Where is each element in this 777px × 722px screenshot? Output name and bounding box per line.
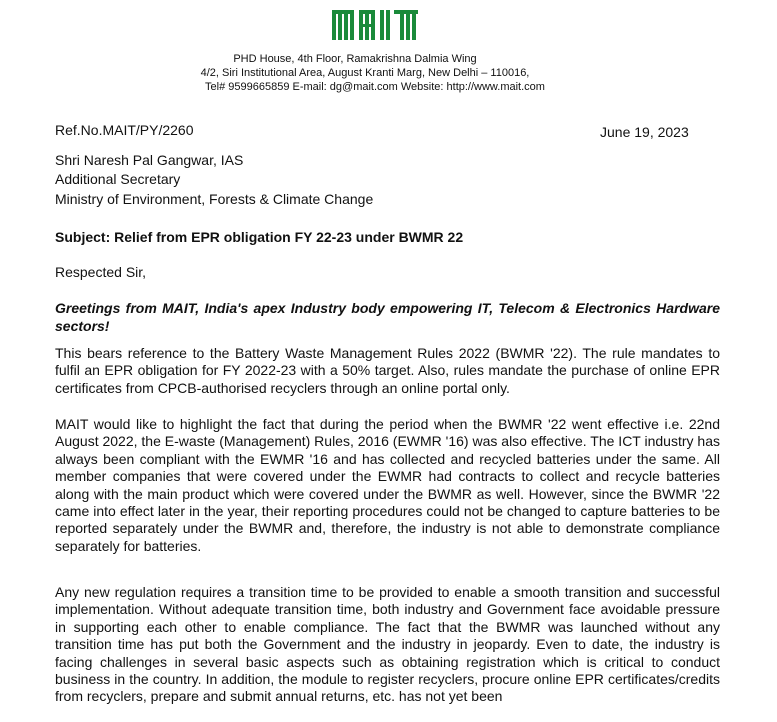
letter-date: June 19, 2023 — [600, 124, 689, 140]
address-line-2: 4/2, Siri Institutional Area, August Kranti Marg, New Delhi – 110016, — [200, 67, 530, 79]
subject-line: Subject: Relief from EPR obligation FY 22-23 under BWMR 22 — [55, 229, 464, 245]
recipient-name: Shri Naresh Pal Gangwar, IAS — [55, 152, 244, 168]
address-line-1: PHD House, 4th Floor, Ramakrishna Dalmia Wing — [233, 53, 477, 65]
reference-number: Ref.No.MAIT/PY/2260 — [55, 122, 194, 138]
mait-logo — [330, 6, 420, 44]
paragraph-1: This bears reference to the Battery Waste Management Rules 2022 (BWMR '22). The rule mandates to fulfil an EPR obligation for FY 2022-23 with a 50% target. Also, rules mandate the purchase of online EPR certificates from CPCB-authorised recyclers through an online portal only. — [55, 345, 720, 396]
salutation: Respected Sir, — [55, 264, 147, 280]
paragraph-2: MAIT would like to highlight the fact that during the period when the BWMR '22 went effective i.e. 22nd August 2022, the E-waste (Management) Rules, 2016 (EWMR '16) was also effective. The ICT industry has always been compliant with the EWMR '16 and has collected and recycled batteries under the same. All member companies that were covered under the EWMR had contracts to collect and recycle batteries along with the main product which were covered under the BWMR as well. However, since the BWMR '22 came into effect later in the year, their reporting procedures could not be changed to capture batteries to be reported separately under the BWMR and, therefore, the industry is not able to demonstrate compliance separately for batteries. — [55, 416, 720, 554]
paragraph-3: Any new regulation requires a transition time to be provided to enable a smooth transition and successful implementation. Without adequate transition time, both industry and Government face avoidable pressure in supporting each other to enable compliance. The fact that the BWMR was launched without any transition time has put both the Government and the industry in jeopardy. Even to date, the industry is facing challenges in several basic aspects such as obtaining registration which is critical to conduct business in the country. In addition, the module to register recyclers, procure online EPR certificates/credits from recyclers, prepare and submit annual returns, etc. has not yet been — [55, 584, 720, 705]
recipient-title: Additional Secretary — [55, 171, 181, 187]
contact-line: Tel# 9599665859 E-mail: dg@mait.com Website: http://www.mait.com — [205, 81, 545, 93]
greeting: Greetings from MAIT, India's apex Industry body empowering IT, Telecom & Electronics Hardware sectors! — [55, 300, 720, 334]
recipient-organization: Ministry of Environment, Forests & Climate Change — [55, 191, 374, 207]
